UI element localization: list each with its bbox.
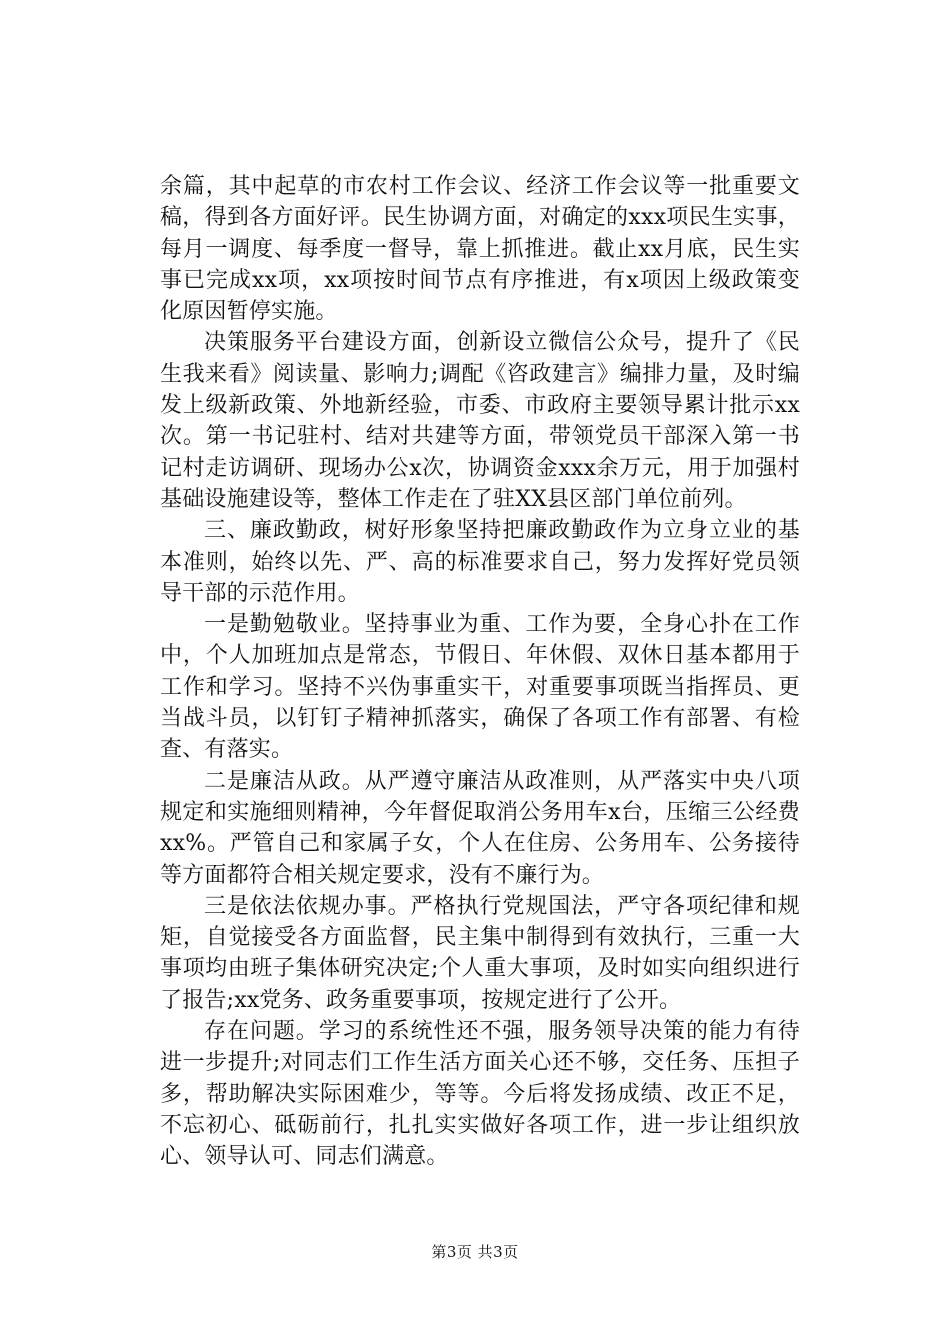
document-body (160, 171, 800, 1173)
paragraph-diligence: 一是勤勉敬业。坚持事业为重、工作为要，全身心扑在工作中，个人加班加点是常态，节假日、年休假、双休日基本都用于工作和学习。坚持不兴伪事重实干，对重要事项既当指挥员、更当战斗员，以钉钉子精神抓落实，确保了各项工作有部署、有检查、有落实。 (160, 612, 800, 763)
paragraph-continuation: 余篇，其中起草的市农村工作会议、经济工作会议等一批重要文稿，得到各方面好评。民生协调方面，对确定的xxx项民生实事，每月一调度、每季度一督导，靠上抓推进。截止xx月底，民生实事已完成xx项，xx项按时间节点有序推进，有x项因上级政策变化原因暂停实施。 (160, 174, 800, 325)
paragraph-section-three-heading: 三、廉政勤政，树好形象坚持把廉政勤政作为立身立业的基本准则，始终以先、严、高的标准要求自己，努力发挥好党员领导干部的示范作用。 (160, 518, 800, 606)
page-footer: 第3页 共3页 (431, 1243, 519, 1261)
paragraph-law-compliance: 三是依法依规办事。严格执行党规国法，严守各项纪律和规矩，自觉接受各方面监督，民主集中制得到有效执行，三重一大事项均由班子集体研究决定;个人重大事项，及时如实向组织进行了报告;xx党务、政务重要事项，按规定进行了公开。 (160, 893, 800, 1013)
paragraph-integrity: 二是廉洁从政。从严遵守廉洁从政准则，从严落实中央八项规定和实施细则精神，今年督促取消公务用车x台，压缩三公经费xx%。严管自己和家属子女，个人在住房、公务用车、公务接待等方面都符合相关规定要求，没有不廉行为。 (160, 768, 800, 888)
paragraph-decision-service: 决策服务平台建设方面，创新设立微信公众号，提升了《民生我来看》阅读量、影响力;调配《咨政建言》编排力量，及时编发上级新政策、外地新经验，市委、市政府主要领导累计批示xx次。第一书记驻村、结对共建等方面，带领党员干部深入第一书记村走访调研、现场办公x次，协调资金xxx余万元，用于加强村基础设施建设等，整体工作走在了驻XX县区部门单位前列。 (160, 330, 800, 512)
paragraph-existing-problems: 存在问题。学习的系统性还不强，服务领导决策的能力有待进一步提升;对同志们工作生活方面关心还不够，交任务、压担子多，帮助解决实际困难少，等等。今后将发扬成绩、改正不足，不忘初心、砥砺前行，扎扎实实做好各项工作，进一步让组织放心、领导认可、同志们满意。 (160, 1019, 800, 1170)
